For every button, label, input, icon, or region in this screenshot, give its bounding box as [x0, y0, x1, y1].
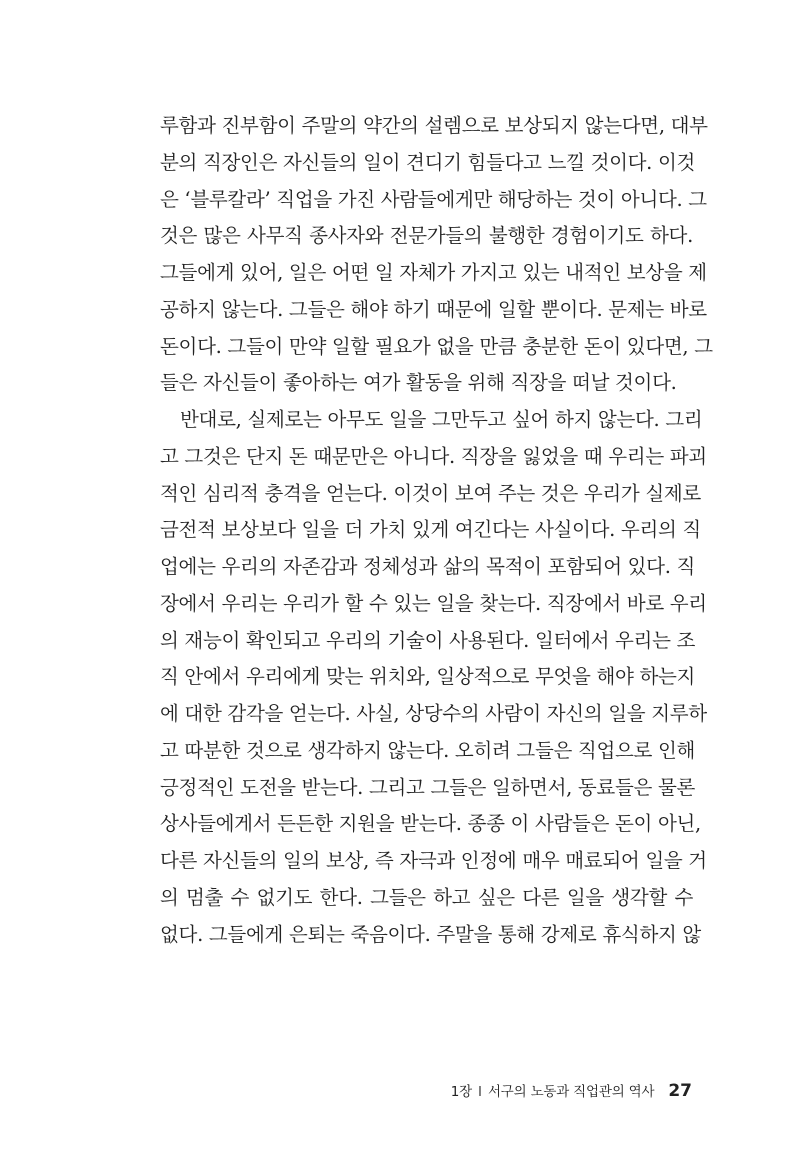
text-line: 고 그것은 단지 돈 때문만은 아니다. 직장을 잃었을 때 우리는 파괴	[160, 444, 707, 468]
text-line: 장에서 우리는 우리가 할 수 있는 일을 찾는다. 직장에서 바로 우리	[160, 591, 707, 615]
page-number: 27	[668, 1081, 692, 1101]
text-line: 의 멈출 수 없기도 한다. 그들은 하고 싶은 다른 일을 생각할 수	[160, 885, 693, 909]
footer-separator: I	[477, 1084, 482, 1100]
text-line: 없다. 그들에게 은퇴는 죽음이다. 주말을 통해 강제로 휴식하지 않	[160, 922, 701, 946]
text-line: 것은 많은 사무직 종사자와 전문가들의 불행한 경험이기도 하다.	[160, 224, 693, 248]
text-line: 업에는 우리의 자존감과 정체성과 삶의 목적이 포함되어 있다. 직	[160, 555, 696, 578]
text-line: 들은 자신들이 좋아하는 여가 활동을 위해 직장을 떠날 것이다.	[160, 371, 677, 395]
text-line: 루함과 진부함이 주말의 약간의 설렘으로 보상되지 않는다면, 대부	[160, 114, 708, 137]
running-footer	[451, 1080, 692, 1108]
chapter-label: 1장	[450, 1084, 472, 1100]
text-line: 은 ‘블루칼라’ 직업을 가진 사람들에게만 해당하는 것이 아니다. 그	[160, 187, 707, 211]
text-line: 금전적 보상보다 일을 더 가치 있게 여긴다는 사실이다. 우리의 직	[160, 518, 701, 542]
body-text	[160, 108, 713, 953]
text-line: 공하지 않는다. 그들은 해야 하기 때문에 일할 뿐이다. 문제는 바로	[160, 297, 707, 321]
text-line: 의 재능이 확인되고 우리의 기술이 사용된다. 일터에서 우리는 조	[160, 628, 696, 652]
text-line: 분의 직장인은 자신들의 일이 견디기 힘들다고 느낄 것이다. 이것	[160, 150, 696, 174]
paragraph-1	[160, 108, 713, 402]
text-line: 상사들에게서 든든한 지원을 받는다. 종종 이 사람들은 돈이 아닌,	[160, 812, 701, 836]
text-line: 에 대한 감각을 얻는다. 사실, 상당수의 사람이 자신의 일을 지루하	[160, 702, 707, 725]
text-line: 직 안에서 우리에게 맞는 위치와, 일상적으로 무엇을 해야 하는지	[160, 665, 696, 689]
paragraph-2	[160, 402, 707, 953]
text-line: 그들에게 있어, 일은 어떤 일 자체가 가지고 있는 내적인 보상을 제	[160, 261, 707, 284]
section-title: 서구의 노동과 직업관의 역사	[487, 1084, 655, 1100]
text-line: 다른 자신들의 일의 보상, 즉 자극과 인정에 매우 매료되어 일을 거	[160, 849, 707, 872]
text-line: 돈이다. 그들이 만약 일할 필요가 없을 만큼 충분한 돈이 있다면, 그	[160, 334, 713, 358]
text-line: 적인 심리적 충격을 얻는다. 이것이 보여 주는 것은 우리가 실제로	[160, 481, 701, 505]
text-line: 반대로, 실제로는 아무도 일을 그만두고 싶어 하지 않는다. 그리	[180, 408, 703, 431]
text-line: 긍정적인 도전을 받는다. 그리고 그들은 일하면서, 동료들은 물론	[160, 775, 696, 799]
text-line: 고 따분한 것으로 생각하지 않는다. 오히려 그들은 직업으로 인해	[160, 738, 696, 762]
